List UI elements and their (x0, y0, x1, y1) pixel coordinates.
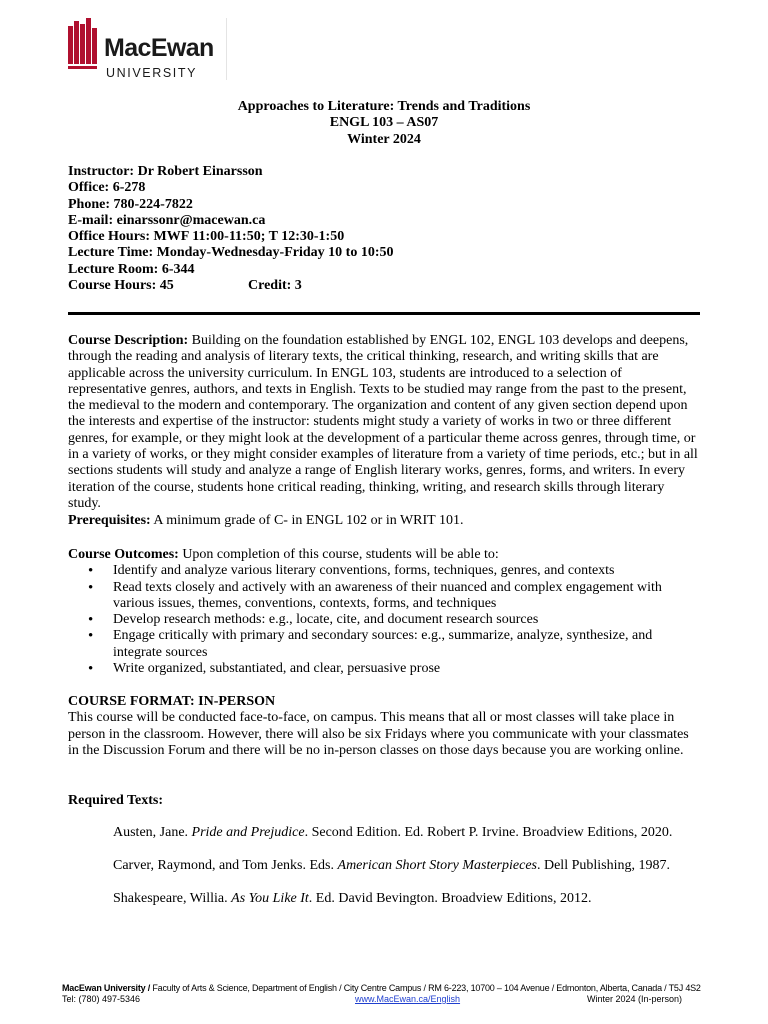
lecture-room: Lecture Room: 6-344 (68, 261, 195, 277)
citation-details: . Second Edition. Ed. Robert P. Irvine. Broadview Editions, 2020. (304, 825, 673, 840)
citation-austen (113, 825, 703, 841)
macewan-logo-mark-icon (68, 18, 99, 70)
course-outcomes (68, 547, 700, 677)
instructor-info (68, 164, 394, 294)
prerequisites (68, 513, 700, 529)
course-outcomes-intro: Upon completion of this course, students will be able to: (182, 547, 499, 562)
macewan-logo (68, 18, 228, 80)
course-title-block (68, 99, 700, 148)
course-description-label: Course Description: (68, 333, 189, 348)
course-format-text: This course will be conducted face-to-face, on campus. This means that all or most classes will take place in person in the classroom. However, there will also be six Fridays where you communicate with your classmates in the Discussion Forum and there will be no in-person classes on those days because you are working online. (68, 710, 689, 758)
logo-wordmark: MacEwan (104, 34, 214, 62)
list-item: • Develop research methods: e.g., locate, cite, and document research sources (68, 612, 700, 628)
page-footer (62, 983, 701, 1005)
logo-divider (226, 18, 227, 80)
office-hours: Office Hours: MWF 11:00-11:50; T 12:30-1:50 (68, 229, 345, 245)
course-code: ENGL 103 – AS07 (329, 115, 439, 131)
course-outcomes-label: Course Outcomes: (68, 547, 179, 562)
citation-author: Shakespeare, Willia. (113, 891, 232, 906)
email: E-mail: einarssonr@macewan.ca (68, 212, 266, 228)
course-description (68, 333, 700, 512)
course-title: Approaches to Literature: Trends and Traditions (237, 99, 531, 114)
course-format (68, 694, 700, 759)
footer-address: Faculty of Arts & Science, Department of English / City Centre Campus / RM 6-223, 10700 – 104 Avenue / Edmonton, Alberta, Canada / T5J 4S2 (150, 983, 701, 993)
citation-details: . Ed. David Bevington. Broadview Editions, 2012. (308, 891, 592, 906)
course-term: Winter 2024 (347, 131, 421, 147)
credit: Credit: 3 (248, 278, 302, 294)
list-item: • Identify and analyze various literary conventions, forms, techniques, genres, and contexts (68, 563, 700, 579)
prerequisites-label: Prerequisites: (68, 513, 151, 528)
footer-website-link[interactable]: www.MacEwan.ca/English (355, 994, 461, 1004)
citation-title: As You Like It (231, 891, 309, 906)
citation-shakespeare (113, 891, 703, 907)
course-hours: Course Hours: 45 (68, 278, 174, 294)
outcomes-list (68, 563, 700, 677)
list-item: • Read texts closely and actively with an awareness of their nuanced and complex engagement with various issues, themes, conventions, contexts, forms, and techniques (68, 580, 700, 613)
logo-subtitle: UNIVERSITY (106, 66, 198, 80)
citation-title: Pride and Prejudice (191, 825, 305, 840)
citation-title: American Short Story Masterpieces (337, 858, 537, 873)
prerequisites-text: A minimum grade of C- in ENGL 102 or in WRIT 101. (153, 513, 464, 528)
hours-credit-row (68, 278, 394, 294)
course-description-text: Building on the foundation established by ENGL 102, ENGL 103 develops and deepens, through the reading and analysis of literary texts, the critical thinking, research, and writing skills that are applicable across the university curriculum. In ENGL 103, students are introduced to a selection of representative genres, authors, and texts in English. Texts to be studied may range from the past to the present, the medieval to the modern and contemporary. The organization and content of any given section depend upon the interests and expertise of the instructor: students might study a variety of works in two or three different genres, for example, or they might look at the development of a particular theme across genres, through time, or in a variety of works, or they might consider examples of literature from a variety of time periods, etc.; but in all sections students will study and analyze a range of English literary works, genres, forms, and writers. In every iteration of the course, students hone critical reading, thinking, writing, and research skills through literary study. (68, 333, 698, 511)
lecture-time: Lecture Time: Monday-Wednesday-Friday 10 to 10:50 (68, 245, 394, 261)
header-divider (68, 312, 700, 315)
citation-author: Austen, Jane. (113, 825, 192, 840)
list-item: • Engage critically with primary and secondary sources: e.g., summarize, analyze, synthesize, and integrate sources (68, 628, 700, 661)
citation-author: Carver, Raymond, and Tom Jenks. Eds. (113, 858, 338, 873)
instructor-name: Instructor: Dr Robert Einarsson (68, 164, 263, 179)
office: Office: 6-278 (68, 180, 146, 196)
citation-details: . Dell Publishing, 1987. (536, 858, 670, 873)
phone: Phone: 780-224-7822 (68, 196, 193, 212)
footer-phone: Tel: (780) 497-5346 (62, 994, 141, 1004)
required-texts-heading: Required Texts: (68, 793, 164, 808)
list-item: • Write organized, substantiated, and clear, persuasive prose (68, 661, 700, 677)
course-format-heading: COURSE FORMAT: IN-PERSON (68, 694, 276, 709)
citation-carver (113, 858, 703, 874)
footer-term: Winter 2024 (In-person) (586, 994, 682, 1004)
footer-org: MacEwan University / (62, 983, 151, 993)
